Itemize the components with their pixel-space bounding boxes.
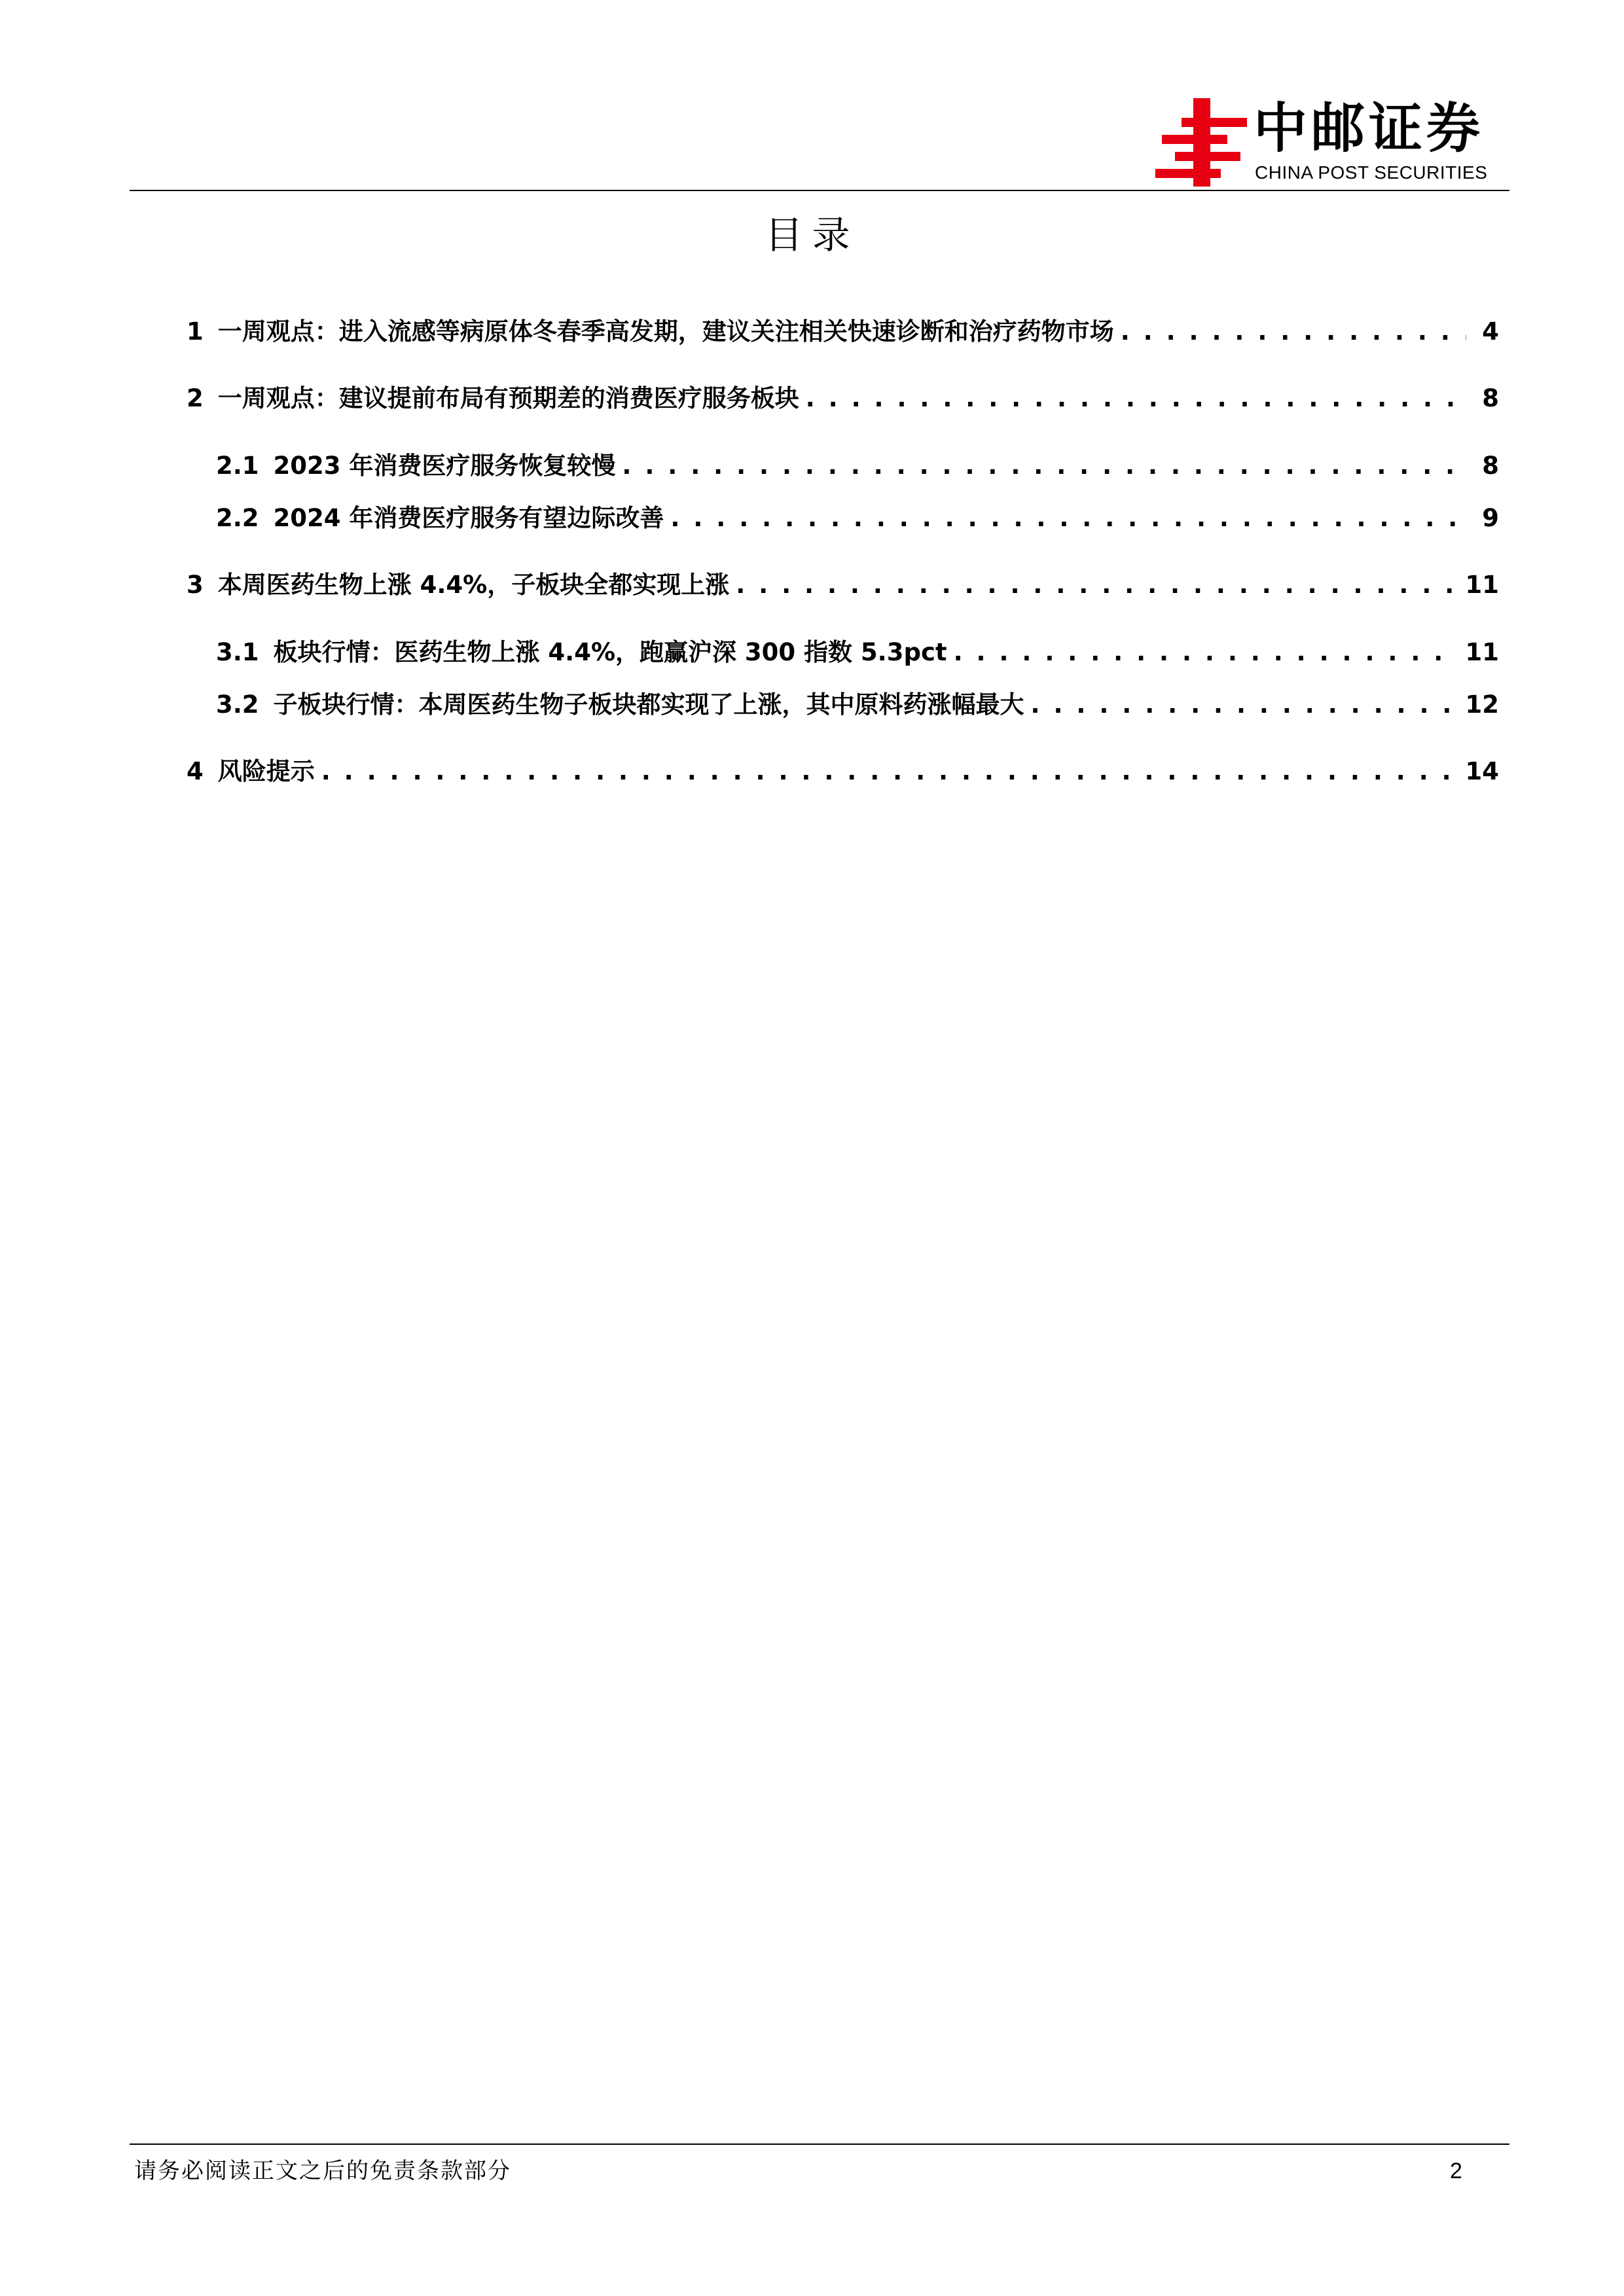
toc-entry-text: 风险提示 [217, 757, 315, 785]
toc-dot-leader [622, 454, 1466, 478]
toc-entry-text: 板块行情：医药生物上涨 4.4%，跑赢沪深 300 指数 5.3pct [273, 638, 947, 666]
toc-entry-page: 8 [1482, 452, 1499, 480]
toc-entry[interactable] [216, 692, 1499, 717]
toc-entry-page: 9 [1482, 504, 1499, 532]
toc-entry[interactable] [187, 386, 1499, 410]
toc-entry[interactable] [187, 573, 1499, 597]
toc-entry-text: 本周医药生物上涨 4.4%，子板块全都实现上涨 [217, 571, 730, 599]
toc-title: 目录 [765, 213, 859, 257]
toc-entry[interactable] [216, 454, 1499, 478]
brand-name-cn: 中邮证券 [1254, 98, 1485, 160]
toc-entry[interactable] [187, 759, 1499, 783]
toc-entry-number: 3 [187, 571, 204, 599]
toc-dot-leader [321, 759, 1459, 783]
toc-entry-page: 12 [1465, 691, 1499, 719]
toc-entry-number: 1 [187, 317, 204, 346]
toc-entry-number: 2 [187, 384, 204, 412]
toc-entry[interactable] [216, 506, 1499, 530]
toc-entry-page: 4 [1482, 317, 1499, 346]
toc-dot-leader [736, 573, 1458, 597]
toc-dot-leader [1121, 319, 1466, 344]
page-number: 2 [1450, 2159, 1462, 2183]
footer-divider [130, 2144, 1509, 2145]
disclaimer-note: 请务必阅读正文之后的免责条款部分 [134, 2158, 511, 2184]
header-divider [130, 190, 1509, 191]
toc-entry-number: 2.1 [216, 452, 259, 480]
company-logo [1155, 98, 1509, 187]
toc-dot-leader [954, 640, 1459, 664]
brand-name-en: CHINA POST SECURITIES [1255, 162, 1488, 183]
toc-dot-leader [806, 386, 1466, 410]
toc-entry[interactable] [216, 640, 1499, 664]
toc-entry-number: 4 [187, 757, 204, 785]
toc-entry-text: 子板块行情：本周医药生物子板块都实现了上涨，其中原料药涨幅最大 [273, 691, 1024, 719]
toc-entry-number: 3.1 [216, 638, 259, 666]
toc-entry-text: 一周观点：建议提前布局有预期差的消费医疗服务板块 [217, 384, 799, 412]
toc-dot-leader [1031, 692, 1459, 717]
toc-entry-text: 2023 年消费医疗服务恢复较慢 [273, 452, 616, 480]
toc-entry-page: 11 [1465, 571, 1499, 599]
toc-entry-number: 2.2 [216, 504, 259, 532]
toc-entry-number: 3.2 [216, 691, 259, 719]
toc-entry-text: 2024 年消费医疗服务有望边际改善 [273, 504, 664, 532]
toc-dot-leader [670, 506, 1466, 530]
toc-entry-text: 一周观点：进入流感等病原体冬春季高发期，建议关注相关快速诊断和治疗药物市场 [217, 317, 1114, 346]
china-post-logo-icon [1155, 98, 1247, 187]
toc-entry-page: 11 [1465, 638, 1499, 666]
toc-entry[interactable] [187, 319, 1499, 344]
toc-entry-page: 8 [1482, 384, 1499, 412]
toc-entry-page: 14 [1465, 757, 1499, 785]
